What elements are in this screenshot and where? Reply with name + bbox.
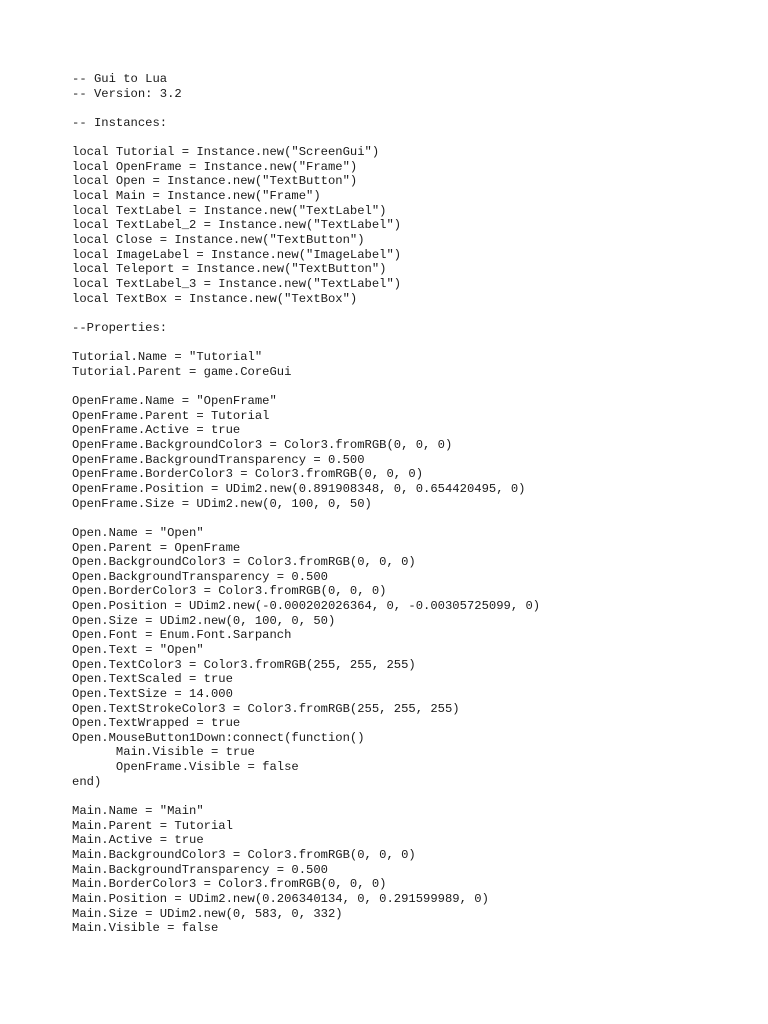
code-line: local Close = Instance.new("TextButton") xyxy=(72,233,365,248)
code-line: Main.Size = UDim2.new(0, 583, 0, 332) xyxy=(72,906,343,921)
code-line: Open.Size = UDim2.new(0, 100, 0, 50) xyxy=(72,613,336,628)
code-line: local TextBox = Instance.new("TextBox") xyxy=(72,291,358,306)
code-line: Tutorial.Name = "Tutorial" xyxy=(72,350,263,365)
code-line: Open.Font = Enum.Font.Sarpanch xyxy=(72,628,292,643)
code-line: OpenFrame.BackgroundColor3 = Color3.fromRGB(0, 0, 0) xyxy=(72,438,453,453)
blank-line xyxy=(72,131,540,146)
blank-line xyxy=(72,789,540,804)
code-line: Open.Parent = OpenFrame xyxy=(72,540,241,555)
blank-line xyxy=(72,101,540,116)
code-line: OpenFrame.Parent = Tutorial xyxy=(72,408,270,423)
code-line: local TextLabel_3 = Instance.new("TextLabel") xyxy=(72,276,402,291)
code-line: Main.BackgroundColor3 = Color3.fromRGB(0, 0, 0) xyxy=(72,847,416,862)
code-line: Open.BorderColor3 = Color3.fromRGB(0, 0, 0) xyxy=(72,584,387,599)
blank-line xyxy=(72,511,540,526)
code-line: OpenFrame.Active = true xyxy=(72,423,241,438)
code-line: Open.TextStrokeColor3 = Color3.fromRGB(255, 255, 255) xyxy=(72,701,460,716)
code-line: Open.TextSize = 14.000 xyxy=(72,686,233,701)
code-line: -- Instances: xyxy=(72,115,168,130)
code-line: OpenFrame.Visible = false xyxy=(72,760,299,775)
code-listing xyxy=(72,72,540,936)
code-line: Open.Name = "Open" xyxy=(72,525,204,540)
code-line: local Teleport = Instance.new("TextButton") xyxy=(72,262,387,277)
code-line: Main.BackgroundTransparency = 0.500 xyxy=(72,862,328,877)
code-line: local Open = Instance.new("TextButton") xyxy=(72,174,358,189)
code-line: -- Version: 3.2 xyxy=(72,86,182,101)
code-line: local ImageLabel = Instance.new("ImageLabel") xyxy=(72,247,402,262)
blank-line xyxy=(72,306,540,321)
blank-line xyxy=(72,336,540,351)
code-line: Main.Visible = true xyxy=(72,745,255,760)
blank-line xyxy=(72,379,540,394)
code-line: --Properties: xyxy=(72,320,168,335)
code-line: local Tutorial = Instance.new("ScreenGui") xyxy=(72,145,380,160)
code-line: Main.Parent = Tutorial xyxy=(72,818,233,833)
code-line: Open.TextScaled = true xyxy=(72,672,233,687)
code-line: Open.BackgroundTransparency = 0.500 xyxy=(72,569,328,584)
code-line: OpenFrame.Size = UDim2.new(0, 100, 0, 50) xyxy=(72,496,372,511)
code-line: OpenFrame.BorderColor3 = Color3.fromRGB(0, 0, 0) xyxy=(72,467,424,482)
code-line: Open.TextWrapped = true xyxy=(72,716,241,731)
code-line: Main.Active = true xyxy=(72,833,204,848)
code-line: Tutorial.Parent = game.CoreGui xyxy=(72,364,292,379)
code-line: Open.MouseButton1Down:connect(function() xyxy=(72,730,365,745)
code-line: Main.Visible = false xyxy=(72,921,219,936)
code-line: OpenFrame.BackgroundTransparency = 0.500 xyxy=(72,452,365,467)
code-line: Main.Name = "Main" xyxy=(72,804,204,819)
code-line: local OpenFrame = Instance.new("Frame") xyxy=(72,159,358,174)
code-line: Open.Position = UDim2.new(-0.000202026364, 0, -0.00305725099, 0) xyxy=(72,599,541,614)
code-line: OpenFrame.Position = UDim2.new(0.891908348, 0, 0.654420495, 0) xyxy=(72,481,526,496)
code-line: Main.BorderColor3 = Color3.fromRGB(0, 0, 0) xyxy=(72,877,387,892)
code-line: Open.TextColor3 = Color3.fromRGB(255, 255, 255) xyxy=(72,657,416,672)
code-line: Main.Position = UDim2.new(0.206340134, 0, 0.291599989, 0) xyxy=(72,891,489,906)
code-line: local TextLabel_2 = Instance.new("TextLabel") xyxy=(72,218,402,233)
code-line: -- Gui to Lua xyxy=(72,72,168,86)
code-line: OpenFrame.Name = "OpenFrame" xyxy=(72,394,277,409)
code-line: end) xyxy=(72,774,102,789)
code-line: local Main = Instance.new("Frame") xyxy=(72,189,321,204)
code-line: Open.BackgroundColor3 = Color3.fromRGB(0, 0, 0) xyxy=(72,555,416,570)
code-line: Open.Text = "Open" xyxy=(72,642,204,657)
code-line: local TextLabel = Instance.new("TextLabel") xyxy=(72,203,387,218)
